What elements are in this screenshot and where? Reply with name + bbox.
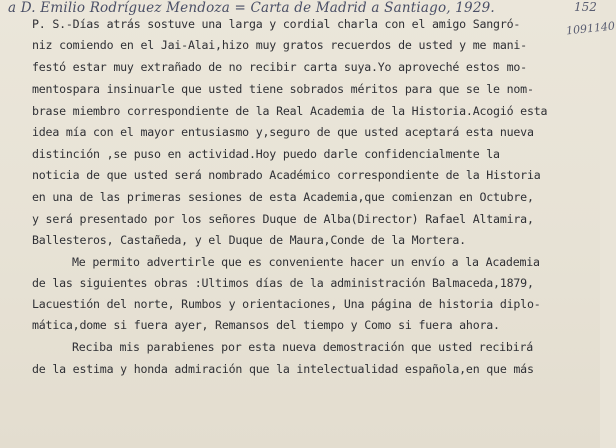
letter-line: distinción ,se puso en actividad.Hoy puedo darle confidencialmente la — [32, 147, 500, 161]
letter-line: mática,dome si fuera ayer, Remansos del tiempo y Como si fuera ahora. — [32, 318, 500, 332]
letter-line: de la estima y honda admiración que la intelectualidad española,en que más — [32, 362, 534, 376]
letter-line: Ballesteros, Castañeda, y el Duque de Maura,Conde de la Mortera. — [32, 233, 466, 247]
letter-line: Reciba mis parabienes por esta nueva demostración que usted recibirá — [72, 340, 534, 354]
letter-line: y será presentado por los señores Duque de Alba(Director) Rafael Altamira, — [32, 212, 534, 226]
handwritten-header: a D. Emilio Rodríguez Mendoza = Carta de Madrid a Santiago, 1929. — [8, 0, 495, 16]
letter-line: Me permito advertirle que es conveniente hacer un envío a la Academia — [72, 255, 540, 269]
letter-line: en una de las primeras sesiones de esta Academia,que comienzan en Octubre, — [32, 190, 534, 204]
letter-line: idea mía con el mayor entusiasmo y,seguro de que usted aceptará esta nueva — [32, 125, 534, 139]
letter-line: P. S.-Días atrás sostuve una larga y cordial charla con el amigo Sangró- — [32, 17, 521, 31]
letter-line: Lacuestión del norte, Rumbos y orientaciones, Una página de historia diplo- — [32, 297, 541, 311]
letter-line: niz comiendo en el Jai-Alai,hizo muy gratos recuerdos de usted y me mani- — [32, 38, 527, 52]
archive-reference-top: 152 — [574, 0, 597, 14]
archive-reference-side: 1091140 — [565, 19, 616, 38]
letter-line: de las siguientes obras :Ultimos días de la administración Balmaceda,1879, — [32, 276, 534, 290]
letter-line: mentospara insinuarle que usted tiene sobrados méritos para que se le nom- — [32, 82, 534, 96]
letter-line: festó estar muy extrañado de no recibir carta suya.Yo aproveché estos mo- — [32, 60, 527, 74]
letter-line: brase miembro correspondiente de la Real Academia de la Historia.Acogió esta — [32, 104, 548, 118]
letter-line: noticia de que usted será nombrado Académico correspondiente de la Historia — [32, 168, 541, 182]
